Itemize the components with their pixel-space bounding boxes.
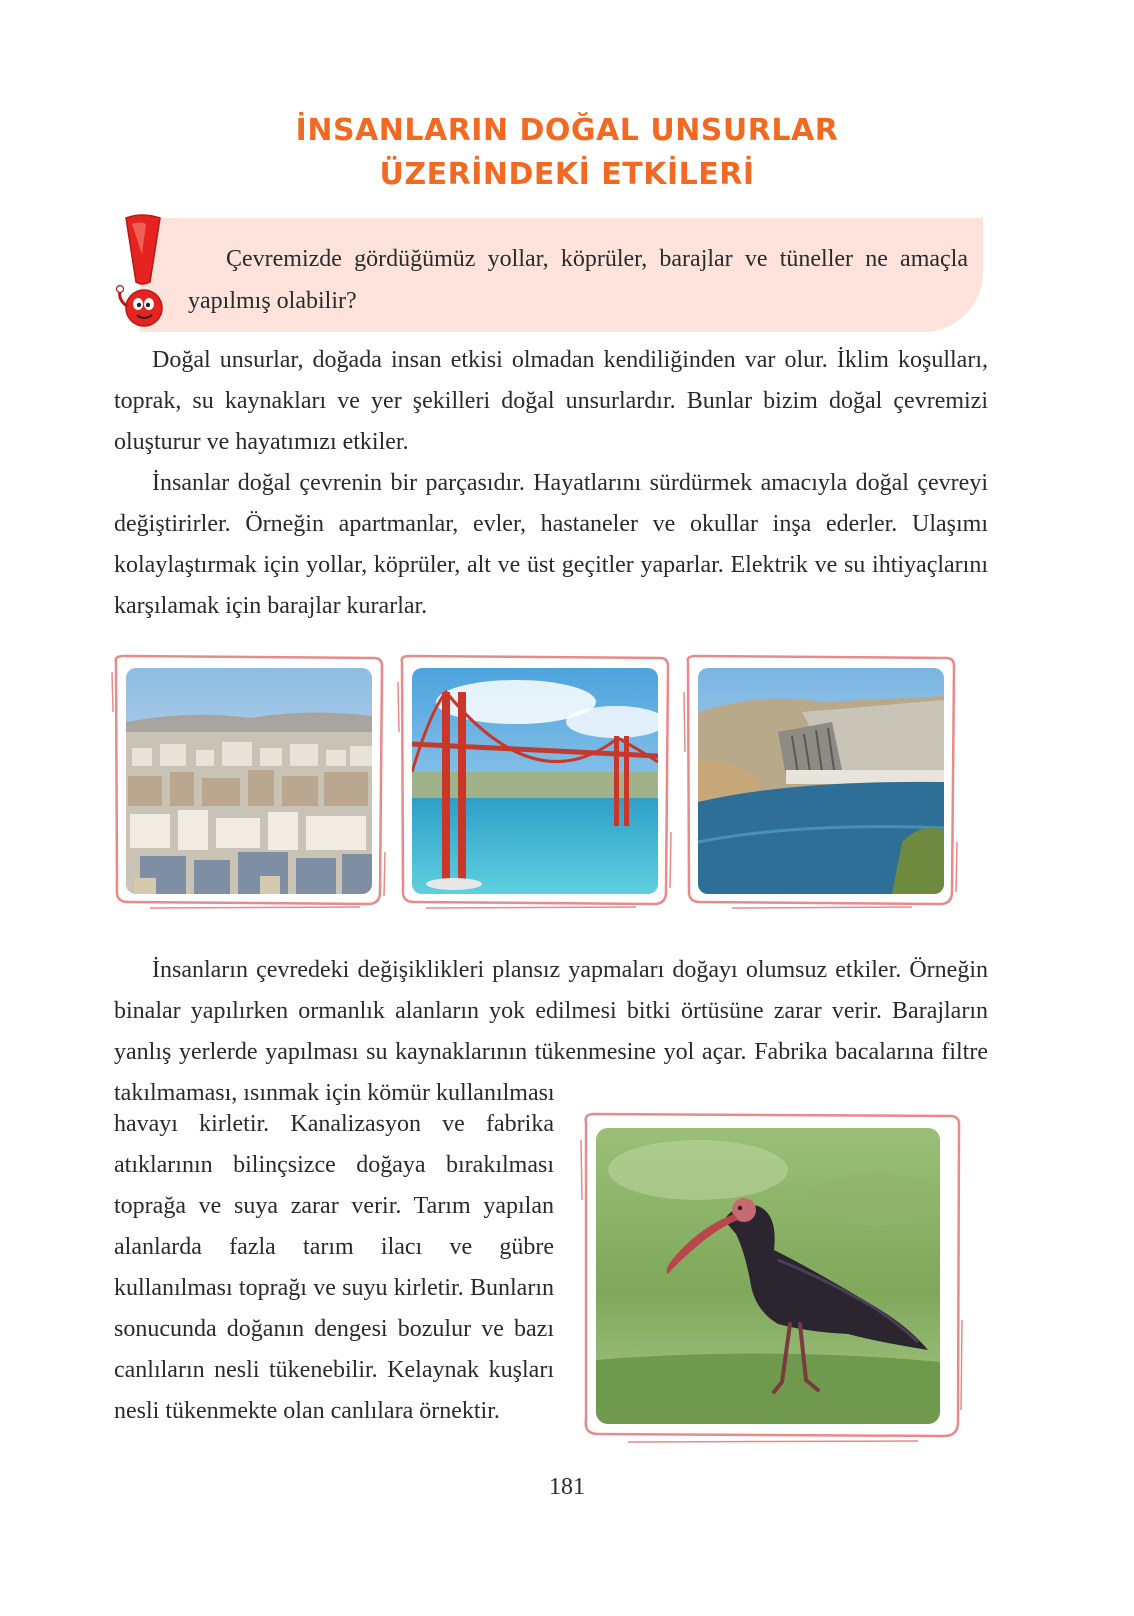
- paragraph-4: havayı kirletir. Kanalizasyon ve fabrika atıklarının bilinçsizce doğaya bırakılması toprağa ve suya zarar verir. Tarım yapılan alanlarda fazla tarım ilacı ve gübre kullanılması toprağı ve suyu kirletir. Bunların sonucunda doğanın dengesi bozulur ve bazı canlıların nesli tükenebilir. Kelaynak kuşları nesli tükenmekte olan canlılara örnektir.: [114, 1111, 554, 1424]
- page-number: 181: [549, 1474, 585, 1500]
- city-photo: [110, 652, 388, 910]
- bald-ibis-photo: [578, 1110, 966, 1446]
- paragraph-2: İnsanlar doğal çevrenin bir parçasıdır. Hayatlarını sürdürmek amacıyla doğal çevreyi değiştirirler. Örneğin apartmanlar, evler, hastaneler ve okullar inşa ederler. Ulaşımı kolaylaştırmak için yollar, köprüler, alt ve üst geçitler yaparlar. Elektrik ve su ihtiyaçlarını karşılamak için barajlar kurarlar.: [114, 470, 988, 619]
- paragraph-1: Doğal unsurlar, doğada insan etkisi olmadan kendiliğinden var olur. İklim koşulları, toprak, su kaynakları ve yer şekilleri doğal unsurlardır. Bunlar bizim doğal çevremizi oluşturur ve hayatımızı etkiler.: [114, 347, 988, 455]
- paragraph-3: İnsanların çevredeki değişiklikleri plansız yapmaları doğayı olumsuz etkiler. Örneğin binalar yapılırken ormanlık alanların yok edilmesi bitki örtüsüne zarar verir. Barajların yanlış yerlerde yapılması su kaynaklarının tükenmesine yol açar. Fabrika bacalarına filtre takılmaması, ısınmak için kömür kullanılması: [114, 957, 988, 1106]
- dam-photo: [682, 652, 960, 910]
- page-title-line-2: ÜZERİNDEKİ ETKİLERİ: [379, 157, 755, 192]
- exclamation-mascot-icon: [112, 214, 172, 330]
- page-title-line-1: İNSANLARIN DOĞAL UNSURLAR: [295, 113, 839, 148]
- question-text: Çevremizde gördüğümüz yollar, köprüler, barajlar ve tüneller ne amaçla yapılmış olabilir?: [188, 246, 968, 314]
- bridge-photo: [396, 652, 674, 910]
